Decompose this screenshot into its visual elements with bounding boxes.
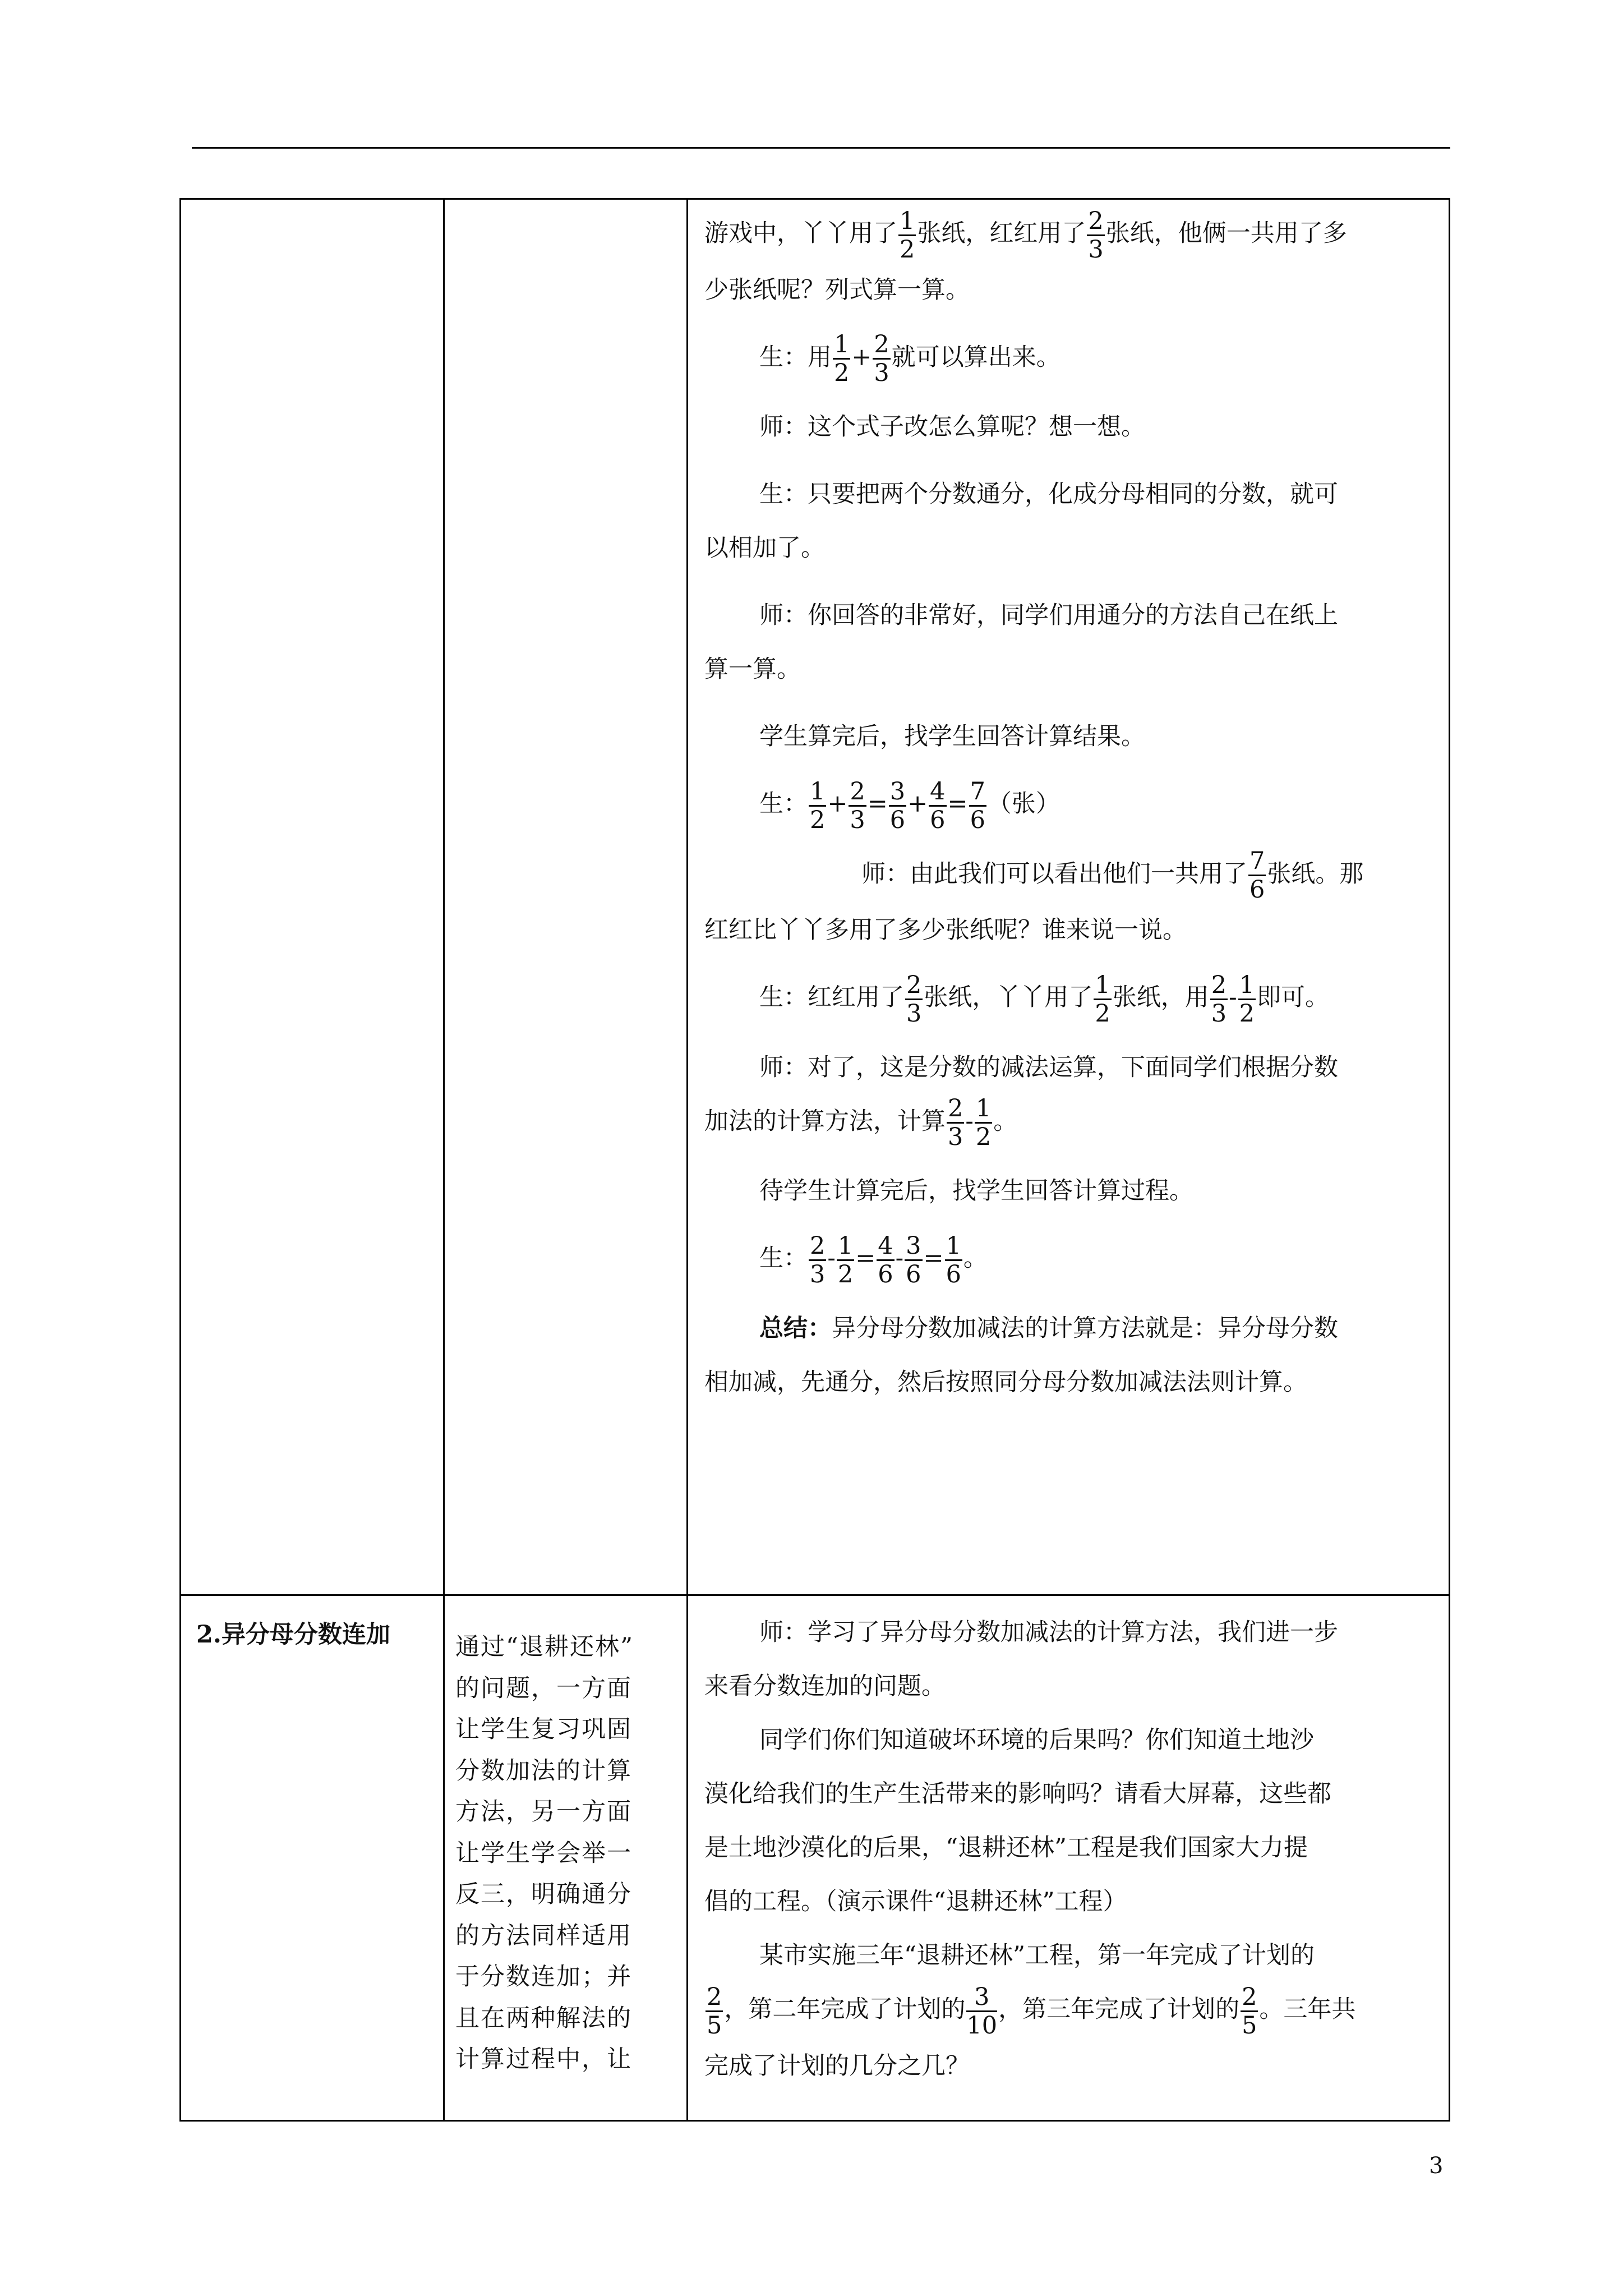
fraction: $\frac{2}{3}$ — [906, 970, 922, 1028]
column-divider-1 — [443, 198, 445, 2122]
fraction: $\frac{2}{3}$ — [948, 1094, 963, 1151]
paragraph-line: 算一算。 — [704, 655, 801, 683]
fraction: $\frac{1}{2}$ — [834, 330, 850, 387]
paragraph-line: 师：你回答的非常好，同学们用通分的方法自己在纸上 — [759, 601, 1338, 629]
row2-process-cell — [704, 1605, 1456, 2093]
paragraph-line: 加法的计算方法，计算 $\frac{2}{3}$ - $\frac{1}{2}$ 。 — [704, 1094, 1018, 1151]
fraction: $\frac{3}{10}$ — [966, 1982, 998, 2040]
summary-label: 总结： — [759, 1314, 832, 1342]
fraction: $\frac{2}{3}$ — [1088, 206, 1104, 264]
paragraph-line: 倡的工程。（演示课件“退耕还林”工程） — [704, 1888, 1127, 1916]
page-number: 3 — [1429, 2153, 1444, 2179]
paragraph-line: 来看分数连加的问题。 — [704, 1672, 946, 1700]
paragraph-line: 同学们你们知道破坏环境的后果吗？你们知道土地沙 — [759, 1726, 1314, 1754]
paragraph-line: 师：由此我们可以看出他们一共用了 $\frac{7}{6}$ 张纸。那 — [861, 847, 1364, 904]
fraction: $\frac{1}{2}$ — [1095, 970, 1110, 1028]
fraction: $\frac{3}{6}$ — [889, 777, 906, 834]
paragraph-line: 少张纸呢？列式算一算。 — [704, 275, 970, 304]
fraction: $\frac{4}{6}$ — [878, 1231, 893, 1289]
fraction: $\frac{2}{5}$ — [707, 1982, 722, 2040]
design-purpose-cell: 通过“退耕还林” 的问题，一方面 让学生复习巩固 分数加法的计算 方法，另一方面 让学生学会举一 反三，明确通分 的方法同样适用 于分数连加；并 且在两种解法的 计算过程中，让 — [455, 1633, 634, 2073]
paragraph-line: 红红比丫丫多用了多少张纸呢？谁来说一说。 — [704, 916, 1187, 944]
fraction: $\frac{2}{3}$ — [1211, 970, 1227, 1028]
section-title: 2.异分母分数连加 — [196, 1621, 390, 1649]
paragraph-line: 学生算完后，找学生回答计算结果。 — [759, 723, 1145, 751]
paragraph-line: 生：红红用了 $\frac{2}{3}$ 张纸，丫丫用了 $\frac{1}{2}$ 张纸，用 $\frac{2}{3}$ - $\frac{1}{2}$ 即可。 — [759, 970, 1329, 1028]
paragraph-line: 以相加了。 — [704, 534, 825, 562]
paragraph-line: 生：用 $\frac{1}{2}$ + $\frac{2}{3}$ 就可以算出来。 — [759, 330, 1061, 387]
paragraph-line: 师：这个式子改怎么算呢？想一想。 — [759, 413, 1145, 441]
paragraph-line: $\frac{2}{5}$ ，第二年完成了计划的 $\frac{3}{10}$ ，第三年完成了计划的 $\frac{2}{5}$ 。三年共 — [707, 1982, 1356, 2040]
fraction: $\frac{1}{2}$ — [900, 206, 915, 264]
paragraph-line: 师：对了，这是分数的减法运算，下面同学们根据分数 — [759, 1053, 1338, 1082]
fraction: $\frac{1}{6}$ — [946, 1231, 961, 1289]
paragraph-line: 生： $\frac{1}{2}$ + $\frac{2}{3}$ = $\frac{3}{6}$ + $\frac{4}{6}$ = $\frac{7}{6}$ （张） — [759, 777, 1060, 834]
column-divider-2 — [686, 198, 688, 2122]
fraction: $\frac{1}{2}$ — [975, 1094, 992, 1151]
paragraph-line: 生： $\frac{2}{3}$ - $\frac{1}{2}$ = $\frac{4}{6}$ - $\frac{3}{6}$ = $\frac{1}{6}$ 。 — [759, 1231, 988, 1289]
fraction: $\frac{1}{2}$ — [810, 777, 826, 834]
paragraph-line: 是土地沙漠化的后果，“退耕还林”工程是我们国家大力提 — [704, 1834, 1308, 1862]
paragraph-line: 完成了计划的几分之几？ — [704, 2051, 970, 2080]
paragraph-line: 待学生计算完后，找学生回答计算过程。 — [759, 1177, 1193, 1205]
paragraph-line: 游戏中，丫丫用了 $\frac{1}{2}$ 张纸，红红用了 $\frac{2}{3}$ 张纸，他俩一共用了多 — [704, 206, 1347, 264]
fraction: $\frac{2}{3}$ — [874, 330, 889, 387]
paragraph-line: 漠化给我们的生产生活带来的影响吗？请看大屏幕，这些都 — [704, 1780, 1331, 1808]
header-rule — [192, 147, 1450, 149]
fraction: $\frac{2}{3}$ — [810, 1231, 826, 1289]
paragraph-line: 相加减，先通分，然后按照同分母分数加减法法则计算。 — [704, 1368, 1307, 1396]
row1-process-cell — [704, 206, 1456, 1409]
fraction: $\frac{3}{6}$ — [906, 1231, 921, 1289]
fraction: $\frac{2}{3}$ — [850, 777, 865, 834]
row-divider — [179, 1594, 1450, 1596]
paragraph-line: 生：只要把两个分数通分，化成分母相同的分数，就可 — [759, 480, 1338, 508]
paragraph-line: 某市实施三年“退耕还林”工程，第一年完成了计划的 — [759, 1941, 1315, 1970]
fraction: $\frac{7}{6}$ — [970, 777, 985, 834]
fraction: $\frac{2}{5}$ — [1242, 1982, 1257, 2040]
fraction: $\frac{1}{2}$ — [837, 1231, 854, 1289]
fraction: $\frac{4}{6}$ — [930, 777, 946, 834]
fraction: $\frac{7}{6}$ — [1249, 847, 1265, 904]
paragraph-line: 师：学习了异分母分数加减法的计算方法，我们进一步 — [759, 1618, 1338, 1646]
summary-line: 总结：异分母分数加减法的计算方法就是：异分母分数 — [759, 1314, 1338, 1342]
fraction: $\frac{1}{2}$ — [1239, 970, 1255, 1028]
